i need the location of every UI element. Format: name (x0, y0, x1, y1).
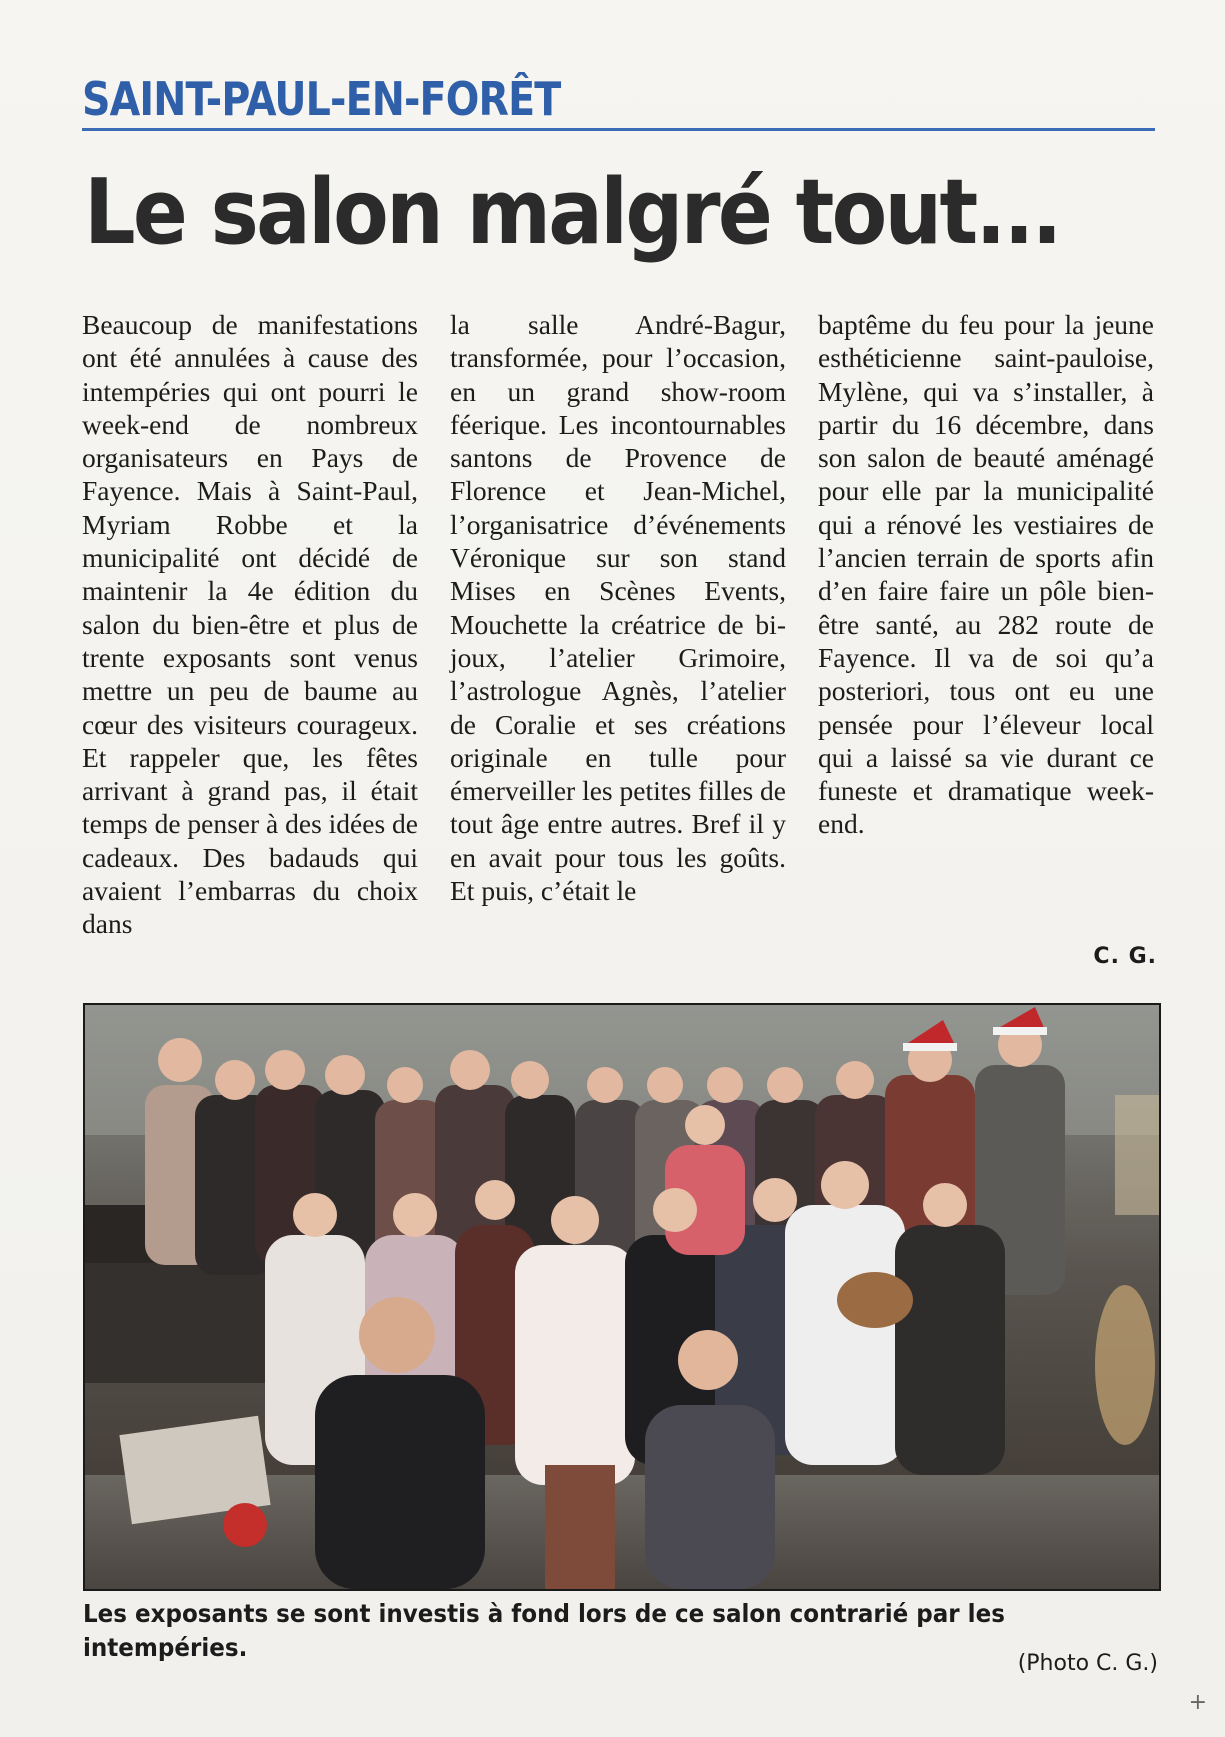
column-text: Beaucoup de manifestations ont été annulées à cause des intempéries qui ont pourri le week-end de nombreux organisateurs en Pays de Fayence. Mais à Saint-Paul, Myriam Robbe et la municipalité ont décidé de maintenir la 4e édition du salon du bien-être et plus de trente exposants sont venus mettre un peu de baume au cœur des visiteurs courageux. Et rappeler que, les fêtes arrivant à grand pas, il était temps de penser à des idées de cadeaux. Des badauds qui avaient l’embarras du choix dans (82, 309, 418, 940)
corner-registration-mark: + (1188, 1690, 1207, 1715)
group-photo-illustration (85, 1005, 1159, 1589)
headline: Le salon malgré tout... (84, 160, 1060, 265)
section-rule (82, 128, 1155, 131)
column-text: la salle André-Bagur, transformée, pour l’occasion, en un grand show-room féerique. Les incontournables santons de Provence de Florence et Jean-Michel, l’organisatrice d’événements Véronique sur son stand Mises en Scènes Events, Mouchette la créatrice de bijoux, l’atelier Grimoire, l’astrologue Agnès, l’atelier de Coralie et ses créations originale en tulle pour émerveiller les petites filles de tout âge entre autres. Bref il y en avait pour tous les goûts. Et puis, c’était le (450, 309, 786, 907)
article-column-1 (82, 308, 418, 941)
group-photo (83, 1003, 1161, 1591)
photo-credit: (Photo C. G.) (1017, 1651, 1158, 1676)
section-title: SAINT-PAUL-EN-FORÊT (82, 72, 561, 126)
photo-caption: Les exposants se sont investis à fond lors de ce salon contrarié par les intempéries. (83, 1599, 1005, 1662)
article-column-3 (818, 308, 1154, 841)
article-column-2 (450, 308, 786, 907)
author-signature: C. G. (1093, 944, 1157, 969)
column-text: baptême du feu pour la jeune esthéticienne saint-pauloise, Mylène, qui va s’installer, à partir du 16 décembre, dans son salon de beauté aménagé pour elle par la municipalité qui a rénové les vestiaires de l’ancien terrain de sports afin d’en faire faire un pôle bien-être santé, au 282 route de Fayence. Il va de soi qu’a posteriori, tous ont eu une pensée pour l’éleveur local qui a laissé sa vie durant ce funeste et dramatique week-end. (818, 309, 1154, 840)
